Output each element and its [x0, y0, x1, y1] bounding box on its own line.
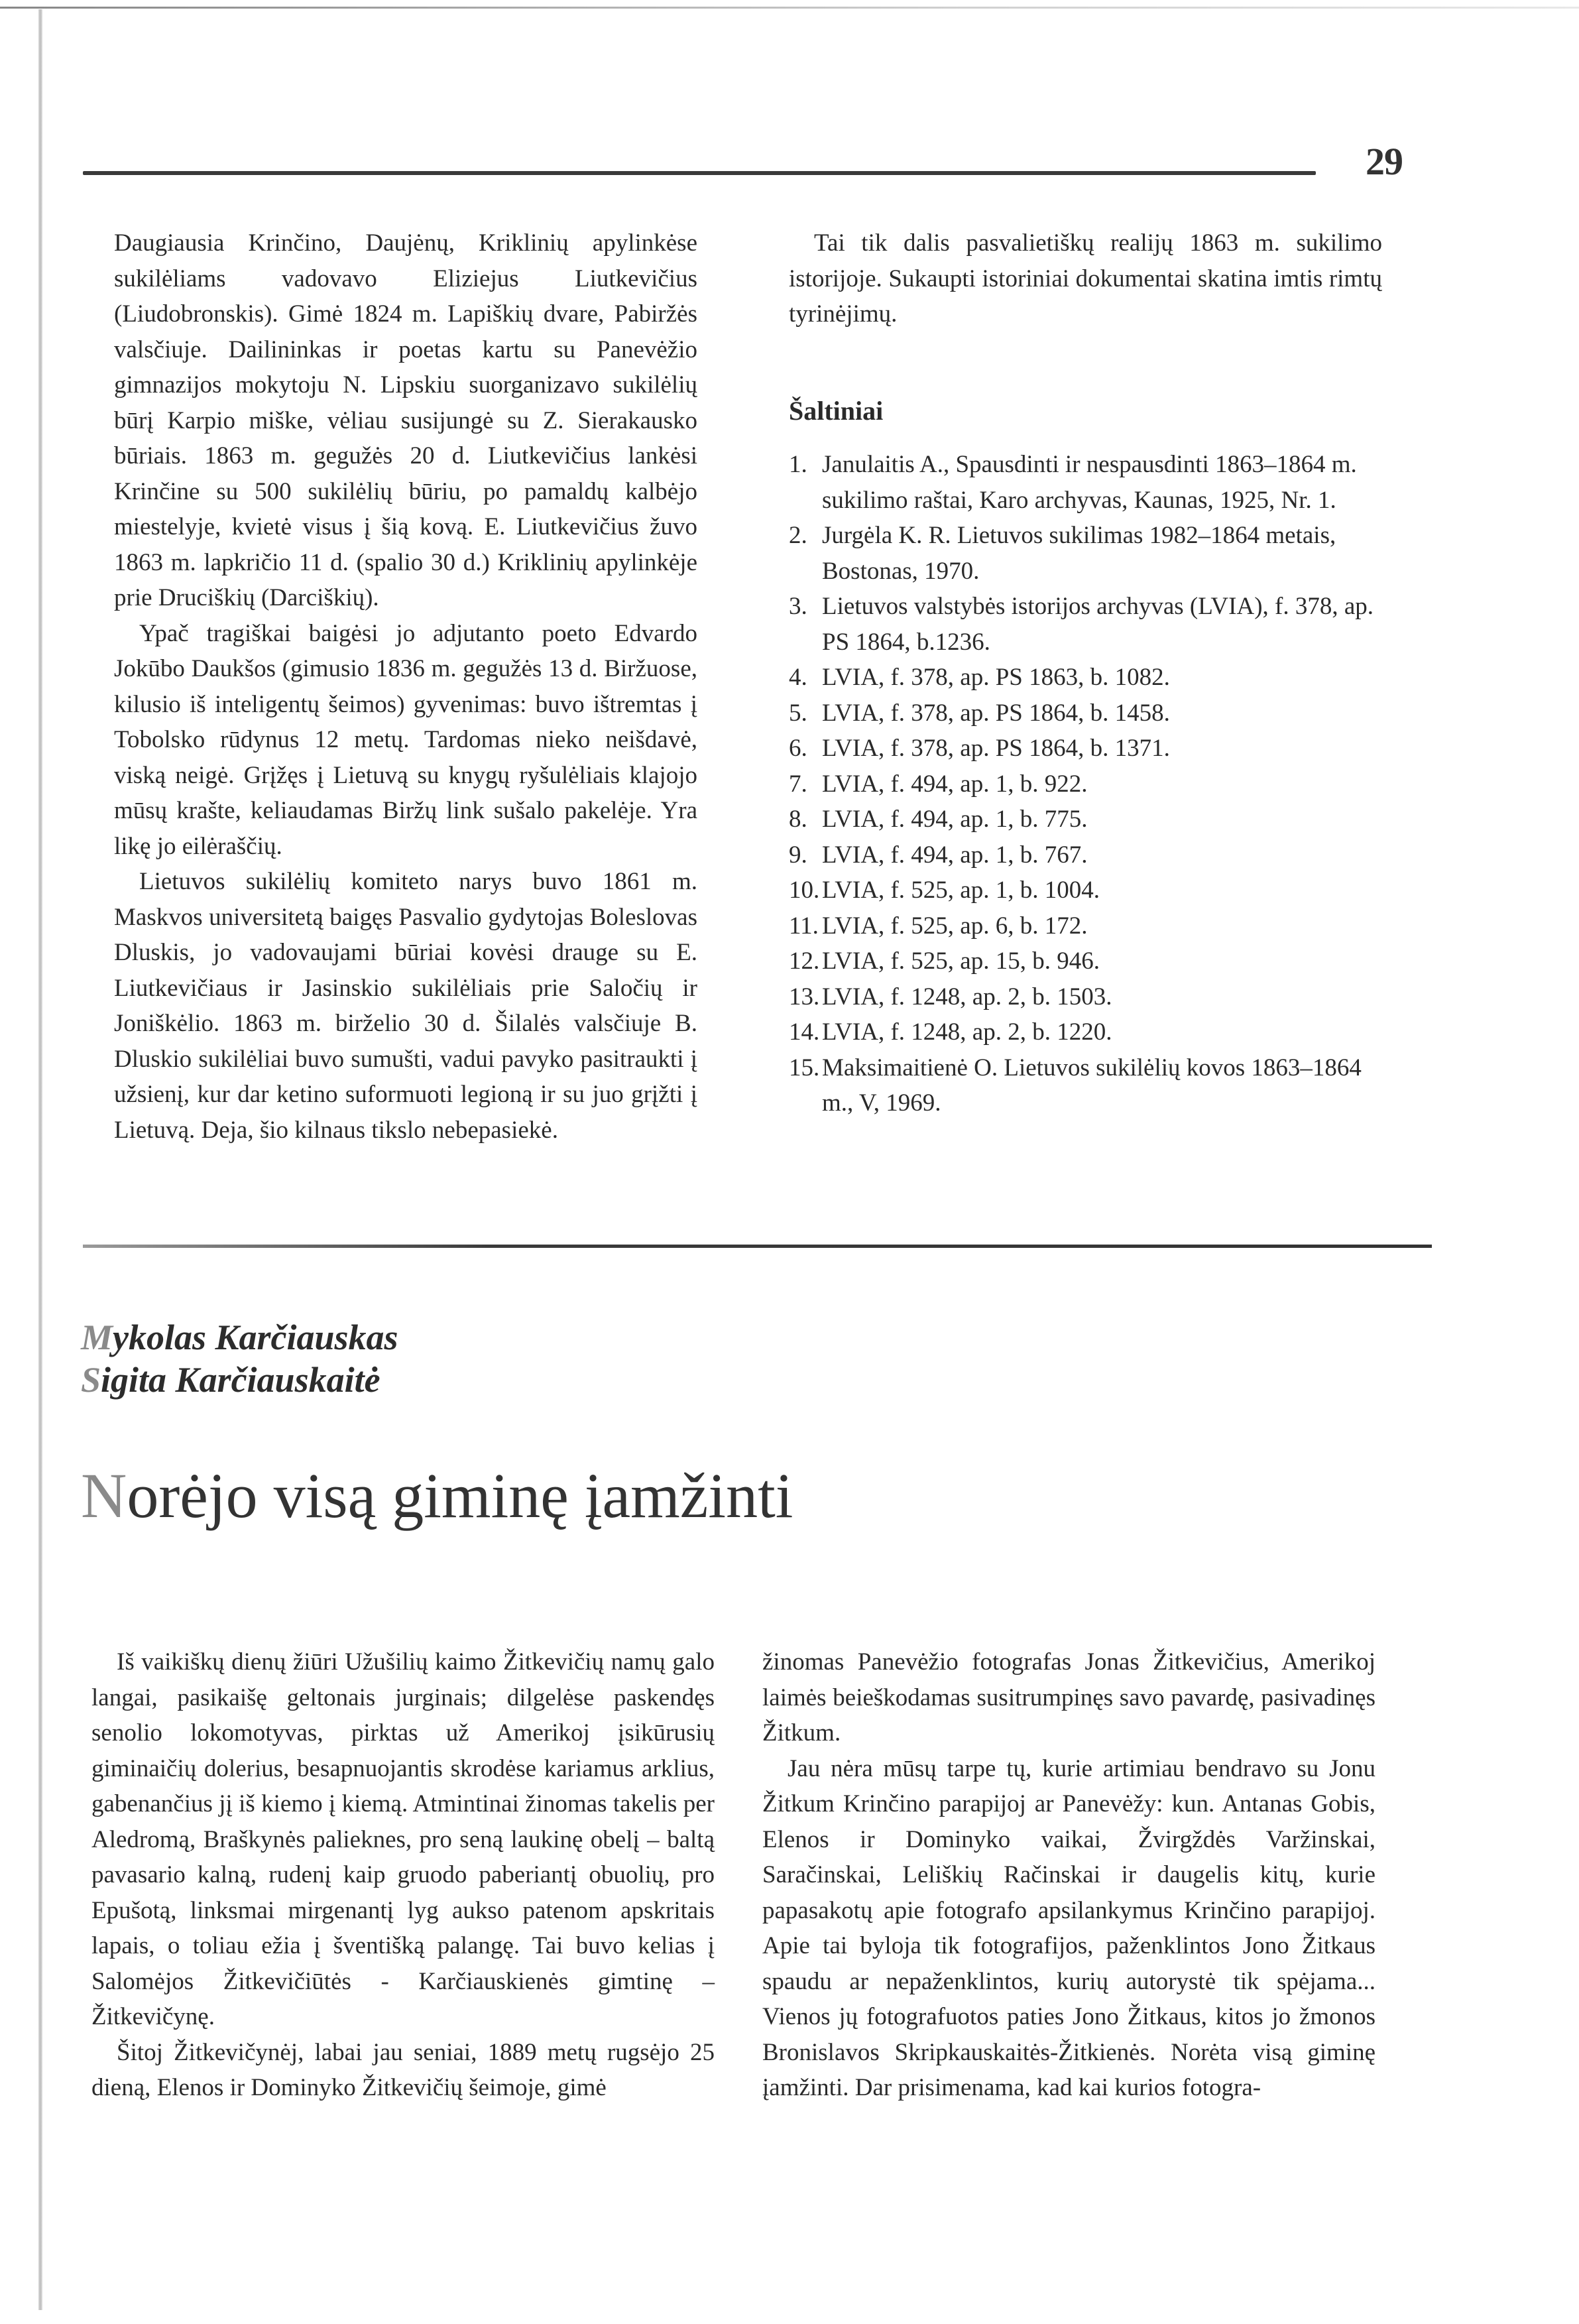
source-number: 15. — [789, 1054, 820, 1081]
paragraph: Šitoj Žitkevičynėj, labai jau seniai, 1889 metų rugsėjo 25 dieną, Elenos ir Dominyko Žitkevičių šeimoje, gimė — [91, 2038, 715, 2101]
source-text: LVIA, f. 525, ap. 15, b. 946. — [822, 948, 1100, 975]
source-item — [789, 696, 1382, 731]
source-number: 6. — [789, 735, 807, 762]
author-name: Sigita Karčiauskaitė — [81, 1360, 380, 1400]
source-text: LVIA, f. 1248, ap. 2, b. 1220. — [822, 1018, 1112, 1046]
source-text: LVIA, f. 525, ap. 6, b. 172. — [822, 912, 1088, 940]
source-item — [789, 731, 1382, 766]
source-item — [789, 802, 1382, 837]
source-item — [789, 1050, 1382, 1121]
source-text: LVIA, f. 378, ap. PS 1864, b. 1371. — [822, 735, 1170, 762]
source-number: 3. — [789, 593, 807, 620]
source-item — [789, 660, 1382, 696]
source-text: Jurgėla K. R. Lietuvos sukilimas 1982–1864 metais, Bostonas, 1970. — [822, 522, 1336, 585]
source-number: 11. — [789, 912, 819, 940]
source-text: LVIA, f. 494, ap. 1, b. 767. — [822, 841, 1088, 869]
paragraph: Daugiausia Krinčino, Daujėnų, Kriklinių apylinkėse sukilėliams vadovavo Eliziejus Liutkevičius (Liudobronskis). Gimė 1824 m. Lapiškių dvare, Pabiržės valsčiuje. Dailininkas ir poetas kartu su Panevėžio gimnazijos mokytoju N. Lipskiu suorganizavo sukilėlių būrį Karpio miške, vėliau susijungė su Z. Sierakausko būriais. 1863 m. gegužės 20 d. Liutkevičius lankėsi Krinčine su 500 sukilėlių būriu, po pamaldų kalbėjo miestelyje, kvietė visus į šią kovą. E. Liutkevičius žuvo 1863 m. lapkričio 11 d. (spalio 30 d.) Kriklinių apylinkėje prie Druciškių (Darciškių). — [114, 229, 697, 611]
page-number: 29 — [1366, 140, 1403, 183]
paragraph: Tai tik dalis pasvalietiškų realijų 1863 m. sukilimo istorijoje. Sukaupti istoriniai dokumentai skatina imtis rimtų tyrinėjimų. — [789, 229, 1382, 328]
source-item — [789, 908, 1382, 944]
header-rule — [83, 171, 1316, 175]
source-item — [789, 447, 1382, 518]
source-number: 14. — [789, 1018, 820, 1046]
source-number: 13. — [789, 983, 820, 1010]
source-number: 8. — [789, 806, 807, 833]
source-item — [789, 1014, 1382, 1050]
source-number: 5. — [789, 699, 807, 727]
source-number: 12. — [789, 948, 820, 975]
source-item — [789, 518, 1382, 589]
source-text: LVIA, f. 494, ap. 1, b. 922. — [822, 770, 1088, 798]
source-text: Lietuvos valstybės istorijos archyvas (LVIA), f. 378, ap. PS 1864, b.1236. — [822, 593, 1374, 656]
paragraph: Iš vaikiškų dienų žiūri Užušilių kaimo Žitkevičių namų galo langai, pasikaišę geltonais jurginais; dilgelėse paskendęs senolio lokomotyvas, pirktas už Amerikoj įsikūrusių giminaičių dolerius, besapnuojantis skrodėse kariamus arklius, gabenančius jį iš kiemo į kiemą. Atmintinai žinomas takelis per Aledromą, Braškynės palieknes, pro seną laukinę obelį – baltą pavasario kalną, rudenį kaip gruodo paberiantį obuolių, pro Epušotą, linksmai mirgenantį lyg aukso patenom apskritais lapais, o toliau ežia į šventišką palangę. Tai buvo kelias į Salomėjos Žitkevičiūtės - Karčiauskienės gimtinę – Žitkevičynę. — [91, 1648, 715, 2030]
article-title: Norėjo visą giminę įamžinti — [81, 1460, 793, 1531]
source-text: Janulaitis A., Spausdinti ir nespausdinti 1863–1864 m. sukilimo raštai, Karo archyvas, Kaunas, 1925, Nr. 1. — [822, 451, 1357, 514]
paragraph: Ypač tragiškai baigėsi jo adjutanto poeto Edvardo Jokūbo Daukšos (gimusio 1836 m. gegužės 13 d. Biržuose, kilusio iš inteligentų šeimos) gyvenimas: buvo ištremtas į Tobolsko rūdynus 12 metų. Tardomas nieko neišdavė, viską neigė. Grįžęs į Lietuvą su knygų ryšulėliais klajojo mūsų krašte, keliaudamas Biržų link sušalo pakelėje. Yra likę jo eilėraščių. — [114, 619, 697, 860]
sources-heading: Šaltiniai — [789, 395, 884, 426]
source-item — [789, 837, 1382, 873]
source-text: LVIA, f. 378, ap. PS 1864, b. 1458. — [822, 699, 1170, 727]
source-text: LVIA, f. 378, ap. PS 1863, b. 1082. — [822, 664, 1170, 691]
section-divider — [83, 1245, 1432, 1248]
paragraph: Jau nėra mūsų tarpe tų, kurie artimiau bendravo su Jonu Žitkum Krinčino parapijoj ar Panevėžy: kun. Antanas Gobis, Elenos ir Dominyko vaikai, Žvirgždės Varžinskai, Saračinskai, Leliškių Račinskai ir daugelis kitų, kurie papasakotų apie fotografo apsilankymus Krinčino parapijoj. Apie tai byloja tik fotografijos, paženklintos Jono Žitkaus spaudu ar nepaženklintos, kurių autorystė tik spėjama... Vienos jų fotografuotos paties Jono Žitkaus, kitos jo žmonos Bronislavos Skripkauskaitės-Žitkienės. Norėta visą giminę įamžinti. Dar prisimenama, kad kai kurios fotogra- — [762, 1754, 1375, 2101]
article-left-column — [91, 1644, 715, 2106]
source-item — [789, 873, 1382, 908]
scan-top-edge — [0, 7, 1579, 9]
source-item — [789, 589, 1382, 660]
source-text: LVIA, f. 494, ap. 1, b. 775. — [822, 806, 1088, 833]
paragraph: Lietuvos sukilėlių komiteto narys buvo 1861 m. Maskvos universitetą baigęs Pasvalio gydytojas Boleslovas Dluskis, jo vadovaujami būriai kovėsi drauge su E. Liutkevičiaus ir Jasinskio sukilėliais prie Saločių ir Joniškėlio. 1863 m. birželio 30 d. Šilalės valsčiuje B. Dluskio sukilėliai buvo sumušti, vadui pavyko pasitraukti į užsienį, kur dar ketino suformuoti legioną ir su juo grįžti į Lietuvą. Deja, šio kilnaus tikslo nebepasiekė. — [114, 868, 697, 1144]
source-number: 1. — [789, 451, 807, 478]
source-item — [789, 979, 1382, 1015]
source-number: 4. — [789, 664, 807, 691]
source-number: 2. — [789, 522, 807, 549]
author-name: Mykolas Karčiauskas — [81, 1317, 398, 1357]
article-authors — [81, 1316, 398, 1401]
source-number: 7. — [789, 770, 807, 798]
source-item — [789, 944, 1382, 979]
source-text: LVIA, f. 525, ap. 1, b. 1004. — [822, 877, 1100, 904]
source-text: Maksimaitienė O. Lietuvos sukilėlių kovos 1863–1864 m., V, 1969. — [822, 1054, 1362, 1117]
sources-list — [789, 447, 1382, 1121]
source-number: 10. — [789, 877, 820, 904]
top-right-column — [789, 225, 1382, 1121]
source-text: LVIA, f. 1248, ap. 2, b. 1503. — [822, 983, 1112, 1010]
source-item — [789, 766, 1382, 802]
top-left-column — [114, 225, 697, 1148]
source-number: 9. — [789, 841, 807, 869]
paragraph: žinomas Panevėžio fotografas Jonas Žitkevičius, Amerikoj laimės beieškodamas susitrumpinęs savo pavardę, pasivadinęs Žitkum. — [762, 1648, 1375, 1746]
scan-binding-edge — [38, 9, 42, 2310]
article-right-column — [762, 1644, 1375, 2106]
